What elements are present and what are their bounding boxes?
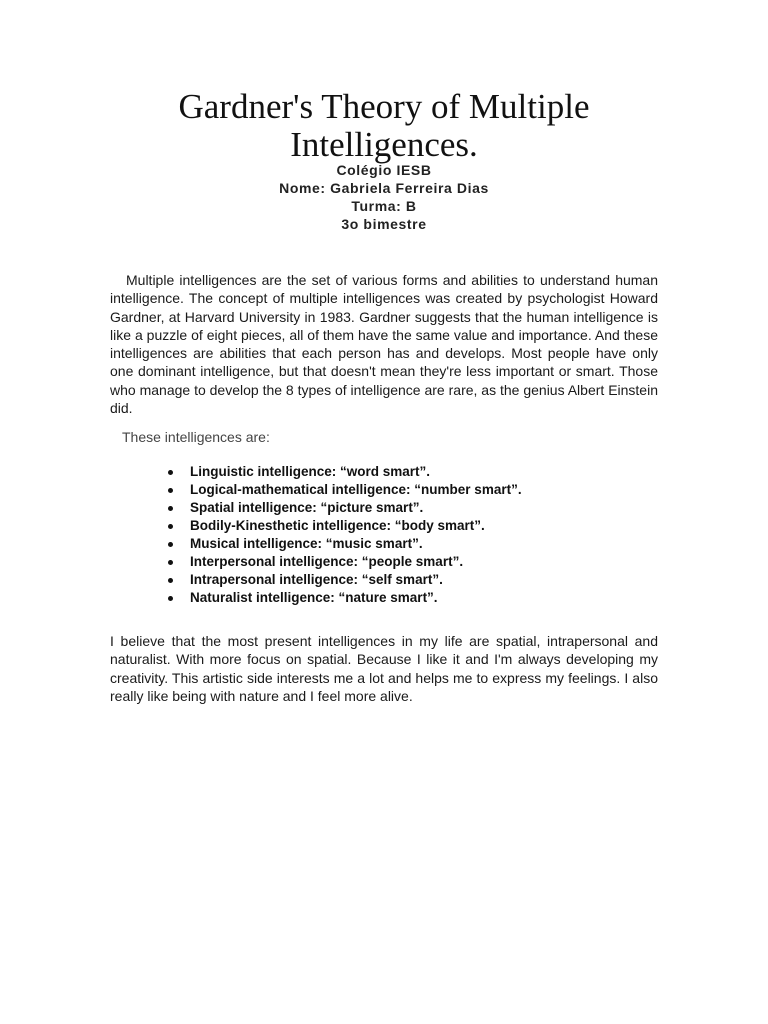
list-item xyxy=(166,481,522,499)
school-name: Colégio IESB xyxy=(336,162,432,178)
bullet-icon xyxy=(168,488,173,493)
list-item-text: Intrapersonal intelligence: “self smart”. xyxy=(190,572,443,587)
list-item-text: Musical intelligence: “music smart”. xyxy=(190,536,423,551)
list-item-text: Spatial intelligence: “picture smart”. xyxy=(190,500,424,515)
intelligences-list xyxy=(166,463,522,607)
bullet-icon xyxy=(168,542,173,547)
intro-paragraph: Multiple intelligences are the set of various forms and abilities to understand human intelligence. The concept of multiple intelligences was created by psychologist Howard Gardner, at Harvard University in 1983. Gardner suggests that the human intelligence is like a puzzle of eight pieces, all of them have the same value and importance. And these intelligences are abilities that each person has and develops. Most people have only one dominant intelligence, but that doesn't mean they're less important or smart. Those who manage to develop the 8 types of intelligence are rare, as the genius Albert Einstein did. xyxy=(110,272,658,417)
list-item-text: Linguistic intelligence: “word smart”. xyxy=(190,464,431,479)
bullet-icon xyxy=(168,506,173,511)
bullet-icon xyxy=(168,560,173,565)
list-item xyxy=(166,517,522,535)
list-item-text: Interpersonal intelligence: “people smart”. xyxy=(190,554,464,569)
student-name: Nome: Gabriela Ferreira Dias xyxy=(279,180,489,196)
bullet-icon xyxy=(168,578,173,583)
term-label: 3o bimestre xyxy=(341,216,427,232)
list-item xyxy=(166,499,522,517)
list-item xyxy=(166,463,522,481)
list-item-text: Bodily-Kinesthetic intelligence: “body smart”. xyxy=(190,518,485,533)
list-item-text: Naturalist intelligence: “nature smart”. xyxy=(190,590,438,605)
bullet-icon xyxy=(168,470,173,475)
list-item xyxy=(166,553,522,571)
class-label: Turma: B xyxy=(351,198,417,214)
list-item xyxy=(166,535,522,553)
document-header-info xyxy=(184,161,584,233)
conclusion-paragraph: I believe that the most present intelligences in my life are spatial, intrapersonal and naturalist. With more focus on spatial. Because I like it and I'm always developing my creativity. This artistic side interests me a lot and helps me to express my feelings. I also really like being with nature and I feel more alive. xyxy=(110,633,658,704)
bullet-icon xyxy=(168,596,173,601)
list-intro: These intelligences are: xyxy=(122,429,270,445)
document-title: Gardner's Theory of Multiple Intelligences. xyxy=(178,87,590,164)
list-item xyxy=(166,571,522,589)
bullet-icon xyxy=(168,524,173,529)
list-item xyxy=(166,589,522,607)
list-item-text: Logical-mathematical intelligence: “number smart”. xyxy=(190,482,522,497)
